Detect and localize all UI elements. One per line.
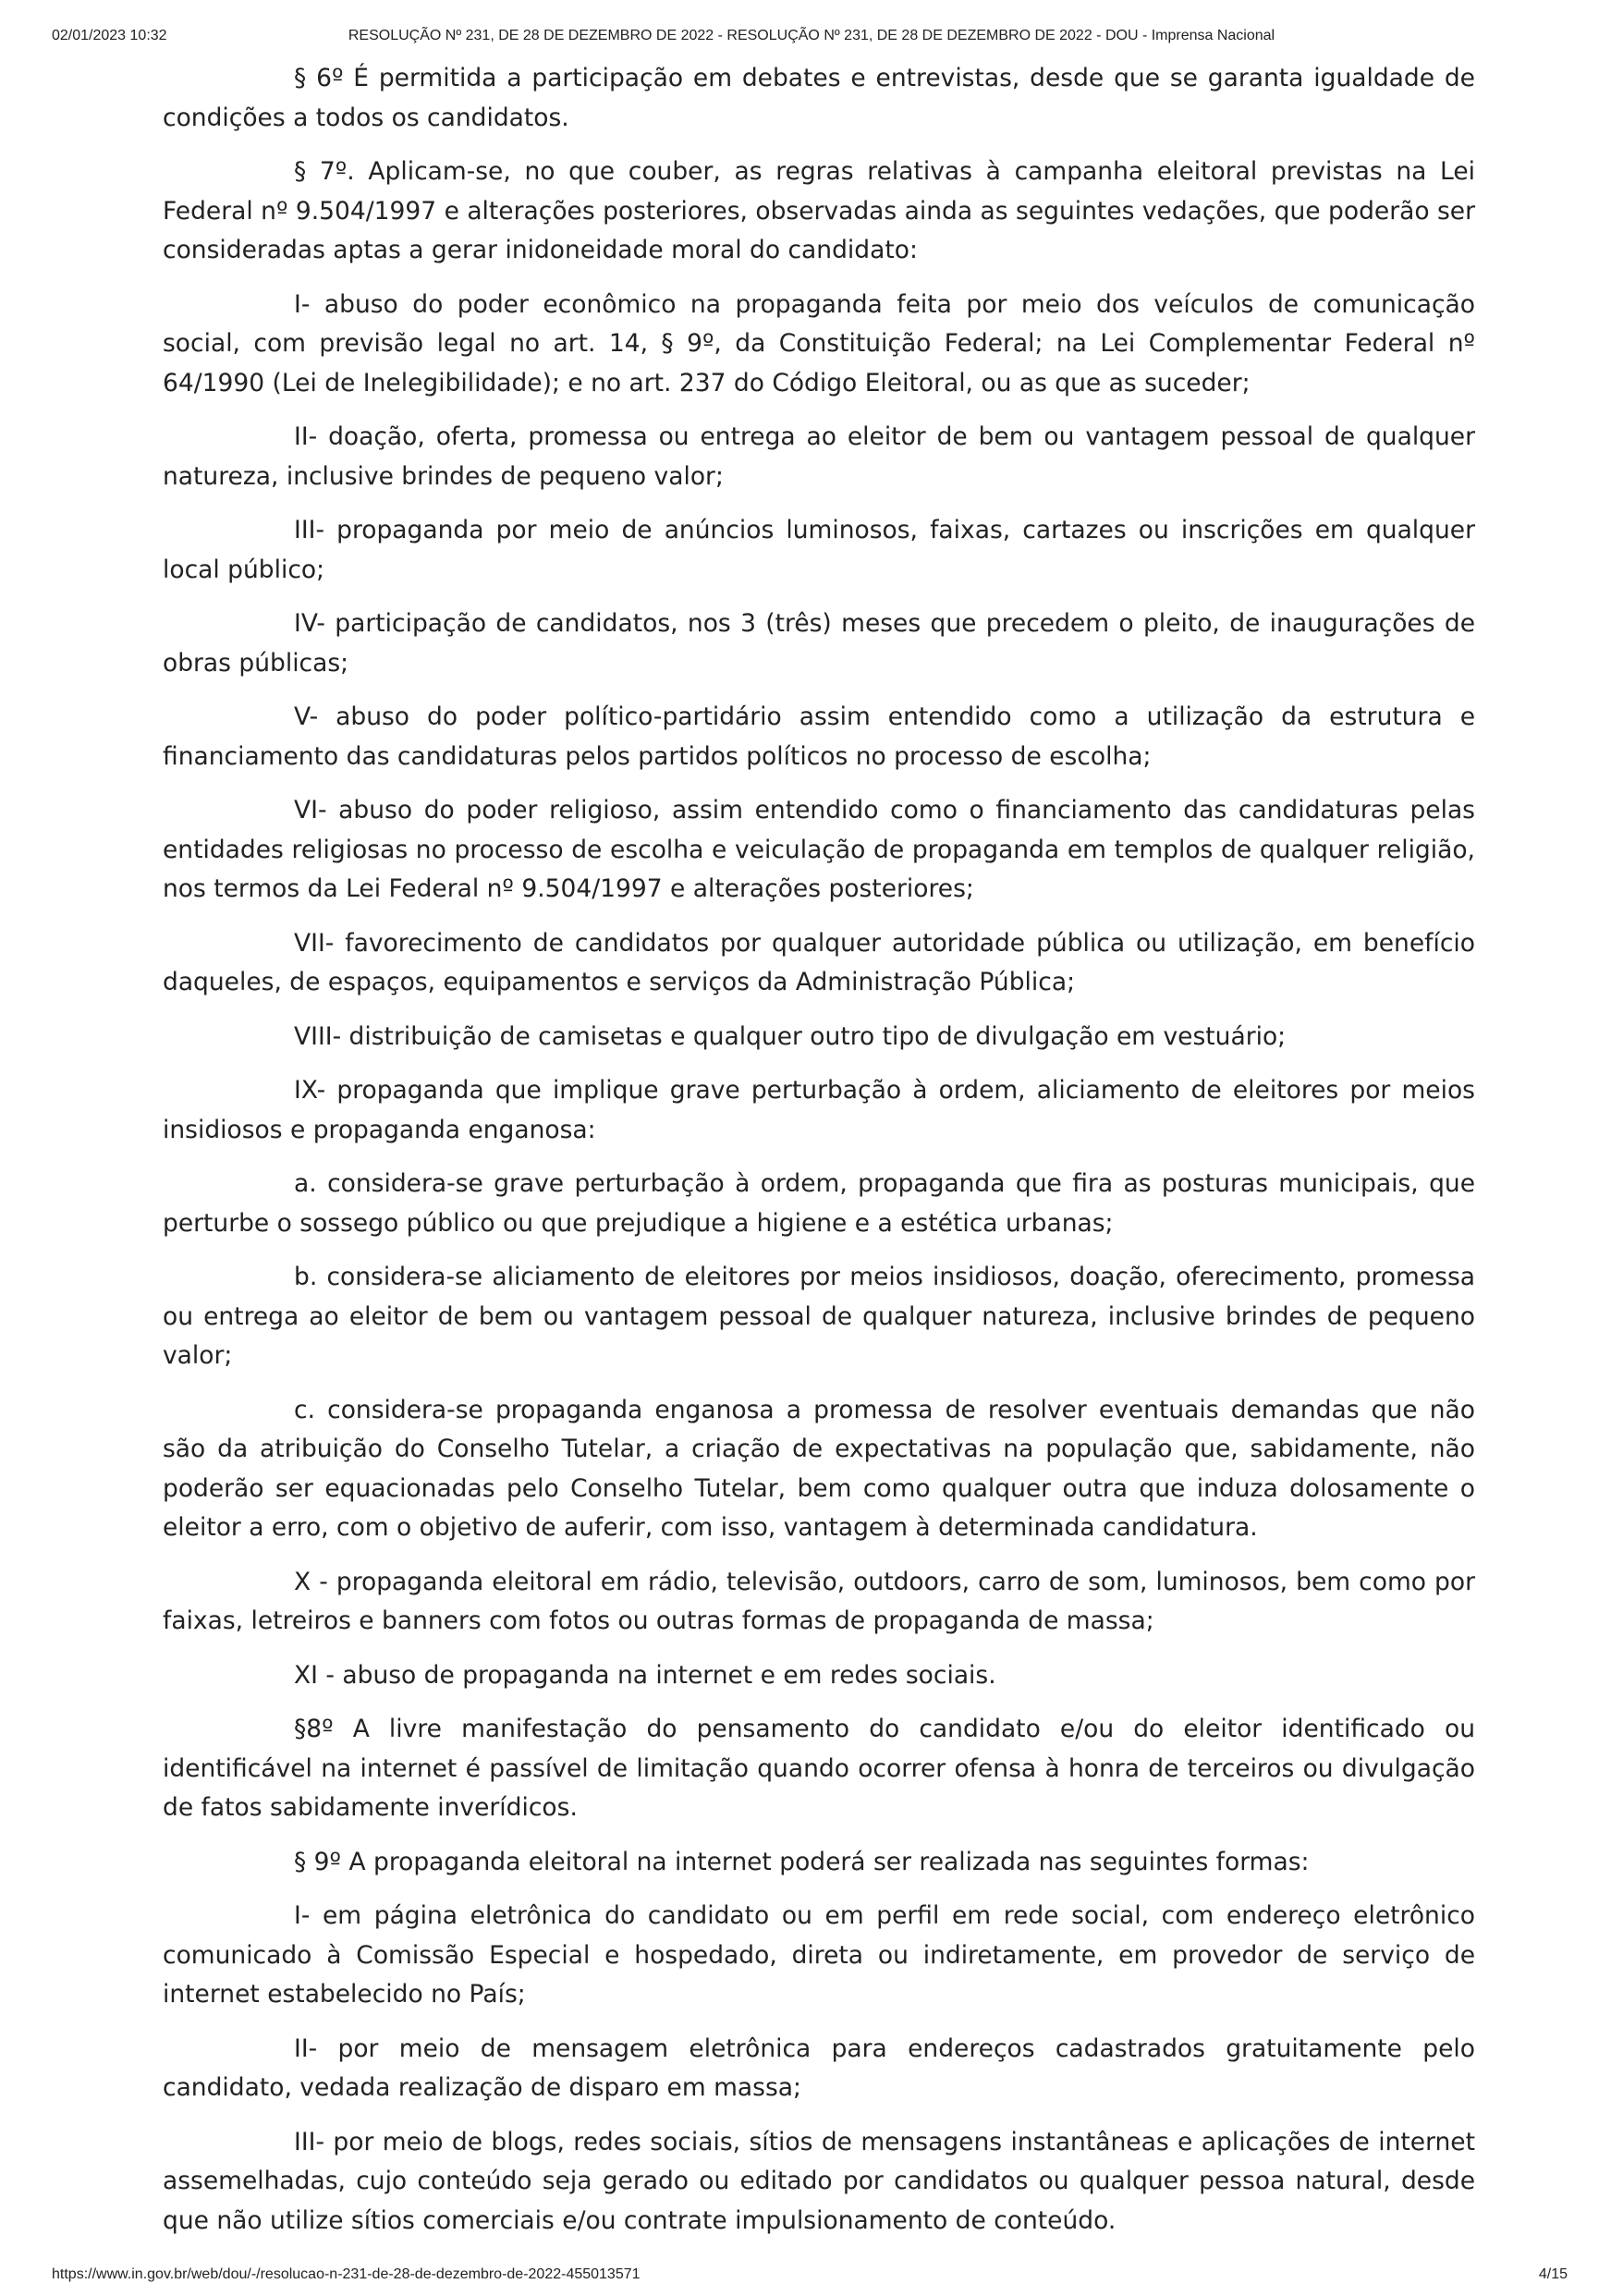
paragraph: X - propaganda eleitoral em rádio, televisão, outdoors, carro de som, luminosos, bem como por faixas, letreiros e banners com fotos ou outras formas de propaganda de massa;: [163, 1567, 1475, 1635]
print-footer: [0, 2266, 1623, 2287]
header-document-title: RESOLUÇÃO Nº 231, DE 28 DE DEZEMBRO DE 2022 - RESOLUÇÃO Nº 231, DE 28 DE DEZEMBRO DE 2022 - DOU - Imprensa Nacional: [348, 28, 1275, 43]
paragraph: a. considera-se grave perturbação à ordem, propaganda que fira as posturas municipais, que perturbe o sossego público ou que prejudique a higiene e a estética urbanas;: [163, 1169, 1475, 1238]
paragraph: VI- abuso do poder religioso, assim entendido como o financiamento das candidaturas pelas entidades religiosas no processo de escolha e veiculação de propaganda em templos de qualquer religião, nos termos da Lei Federal nº 9.504/1997 e alterações posteriores;: [163, 796, 1475, 903]
paragraph: § 7º. Aplicam-se, no que couber, as regras relativas à campanha eleitoral previstas na Lei Federal nº 9.504/1997 e alterações posteriores, observadas ainda as seguintes vedações, que poderão ser consideradas aptas a gerar inidoneidade moral do candidato:: [163, 157, 1475, 264]
paragraph: III- por meio de blogs, redes sociais, sítios de mensagens instantâneas e aplicações de internet assemelhadas, cujo conteúdo seja gerado ou editado por candidatos ou qualquer pessoa natural, desde que não utilize sítios comerciais e/ou contrate impulsionamento de conteúdo.: [163, 2127, 1475, 2235]
paragraph: II- por meio de mensagem eletrônica para endereços cadastrados gratuitamente pelo candidato, vedada realização de disparo em massa;: [163, 2033, 1475, 2102]
paragraph: b. considera-se aliciamento de eleitores por meios insidiosos, doação, oferecimento, promessa ou entrega ao eleitor de bem ou vantagem pessoal de qualquer natureza, inclusive brindes de pequeno valor;: [163, 1263, 1475, 1370]
paragraph: c. considera-se propaganda enganosa a promessa de resolver eventuais demandas que não são da atribuição do Conselho Tutelar, a criação de expectativas na população que, sabidamente, não poderão ser equacionadas pelo Conselho Tutelar, bem como qualquer outra que induza dolosamente o eleitor a erro, com o objetivo de auferir, com isso, vantagem à determinada candidatura.: [163, 1395, 1475, 1542]
paragraph: VII- favorecimento de candidatos por qualquer autoridade pública ou utilização, em benefício daqueles, de espaços, equipamentos e serviços da Administração Pública;: [163, 928, 1475, 996]
paragraph: I- em página eletrônica do candidato ou em perfil em rede social, com endereço eletrônico comunicado à Comissão Especial e hospedado, direta ou indiretamente, em provedor de serviço de internet estabelecido no País;: [163, 1901, 1475, 2009]
paragraph: II- doação, oferta, promessa ou entrega ao eleitor de bem ou vantagem pessoal de qualquer natureza, inclusive brindes de pequeno valor;: [163, 422, 1475, 491]
paragraph: § 6º É permitida a participação em debates e entrevistas, desde que se garanta igualdade de condições a todos os candidatos.: [163, 64, 1475, 132]
footer-page-number: 4/15: [1538, 2266, 1568, 2282]
footer-url[interactable]: https://www.in.gov.br/web/dou/-/resolucao-n-231-de-28-de-dezembro-de-2022-455013571: [52, 2266, 641, 2282]
paragraph: III- propaganda por meio de anúncios luminosos, faixas, cartazes ou inscrições em qualquer local público;: [163, 516, 1475, 584]
paragraph: § 9º A propaganda eleitoral na internet poderá ser realizada nas seguintes formas:: [294, 1847, 1310, 1876]
paragraph: VIII- distribuição de camisetas e qualquer outro tipo de divulgação em vestuário;: [294, 1021, 1287, 1051]
paragraph: I- abuso do poder econômico na propaganda feita por meio dos veículos de comunicação social, com previsão legal no art. 14, § 9º, da Constituição Federal; na Lei Complementar Federal nº 64/1990 (Lei de Inelegibilidade); e no art. 237 do Código Eleitoral, ou as que as suceder;: [163, 289, 1475, 397]
header-datetime: 02/01/2023 10:32: [52, 28, 167, 43]
paragraph: IV- participação de candidatos, nos 3 (três) meses que precedem o pleito, de inaugurações de obras públicas;: [163, 609, 1475, 678]
print-header: [0, 28, 1623, 48]
paragraph: V- abuso do poder político-partidário assim entendido como a utilização da estrutura e financiamento das candidaturas pelos partidos políticos no processo de escolha;: [163, 702, 1475, 771]
document-body: [163, 59, 1475, 2255]
paragraph: XI - abuso de propaganda na internet e em redes sociais.: [294, 1660, 996, 1690]
paragraph: IX- propaganda que implique grave perturbação à ordem, aliciamento de eleitores por meios insidiosos e propaganda enganosa:: [163, 1076, 1475, 1144]
paragraph: §8º A livre manifestação do pensamento do candidato e/ou do eleitor identificado ou identificável na internet é passível de limitação quando ocorrer ofensa à honra de terceiros ou divulgação de fatos sabidamente inverídicos.: [163, 1715, 1475, 1822]
